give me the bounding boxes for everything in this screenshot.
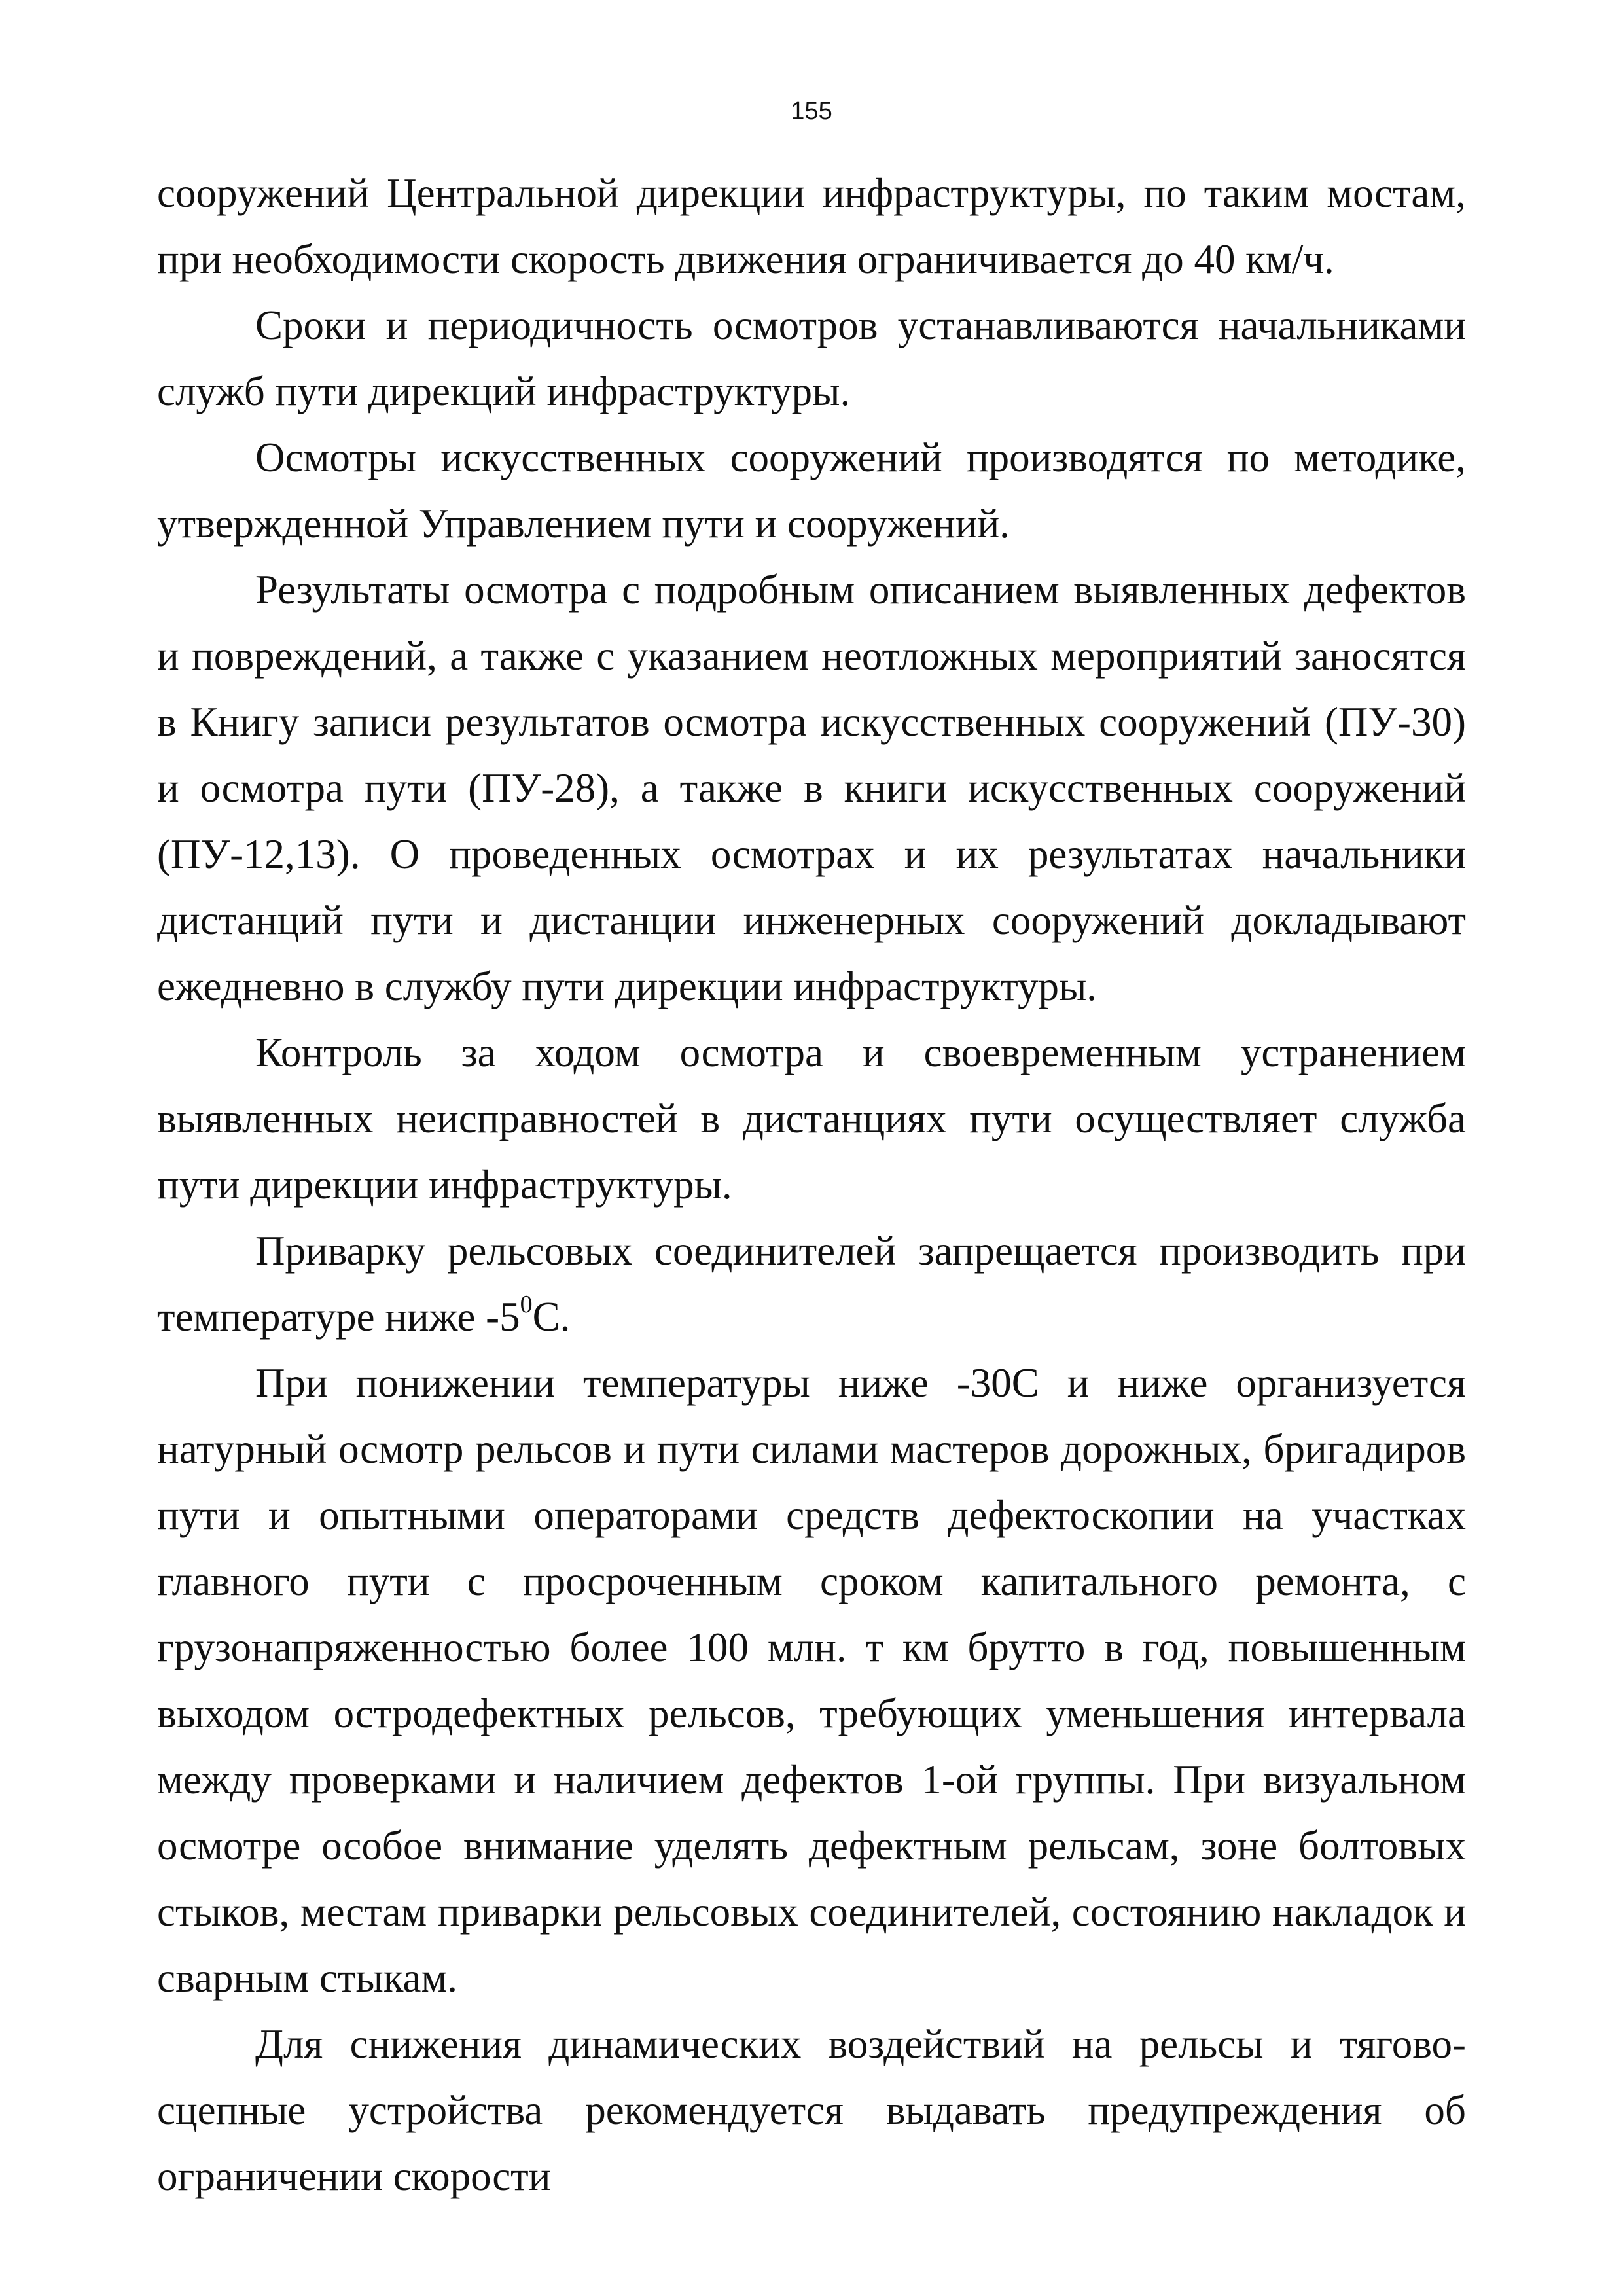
document-body: [157, 160, 1466, 2210]
welding-text-after: С.: [532, 1294, 571, 1340]
paragraph-inspection-results: Результаты осмотра с подробным описанием выявленных дефектов и повреждений, а также с указанием неотложных мероприятий заносятся в Книгу записи результатов осмотра искусственных сооружений (ПУ-30) и осмотра пути (ПУ-28), а также в книги искусственных сооружений (ПУ-12,13). О проведенных осмотрах и их результатах начальники дистанций пути и дистанции инженерных сооружений докладывают ежедневно в службу пути дирекции инфраструктуры.: [157, 567, 1466, 1009]
paragraph-inspection-control: Контроль за ходом осмотра и своевременным устранением выявленных неисправностей в дистанциях пути осуществляет служба пути дирекции инфраструктуры.: [157, 1030, 1466, 1208]
paragraph-speed-restriction: Для снижения динамических воздействий на рельсы и тягово-сцепные устройства рекомендуется выдавать предупреждения об ограничении скорости: [157, 2021, 1466, 2199]
welding-text-before: Приварку рельсовых соединителей запрещается производить при температуре ниже -5: [157, 1228, 1466, 1340]
paragraph-inspection-method: Осмотры искусственных сооружений производятся по методике, утвержденной Управлением пути и сооружений.: [157, 435, 1466, 547]
paragraph-cold-inspection: При понижении температуры ниже -30С и ниже организуется натурный осмотр рельсов и пути силами мастеров дорожных, бригадиров пути и опытными операторами средств дефектоскопии на участках главного пути с просроченным сроком капитального ремонта, с грузонапряженностью более 100 млн. т км брутто в год, повышенным выходом остродефектных рельсов, требующих уменьшения интервала между проверками и наличием дефектов 1-ой группы. При визуальном осмотре особое внимание уделять дефектным рельсам, зоне болтовых стыков, местам приварки рельсовых соединителей, состоянию накладок и сварным стыкам.: [157, 1360, 1466, 2001]
degree-superscript: 0: [520, 1291, 533, 1318]
paragraph-inspection-schedule: Сроки и периодичность осмотров устанавливаются начальниками служб пути дирекций инфраструктуры.: [157, 302, 1466, 414]
paragraph-continuation: сооружений Центральной дирекции инфраструктуры, по таким мостам, при необходимости скорость движения ограничивается до 40 км/ч.: [157, 170, 1466, 282]
page-number: 155: [791, 98, 832, 125]
paragraph-welding-temperature: [157, 1218, 1466, 1350]
